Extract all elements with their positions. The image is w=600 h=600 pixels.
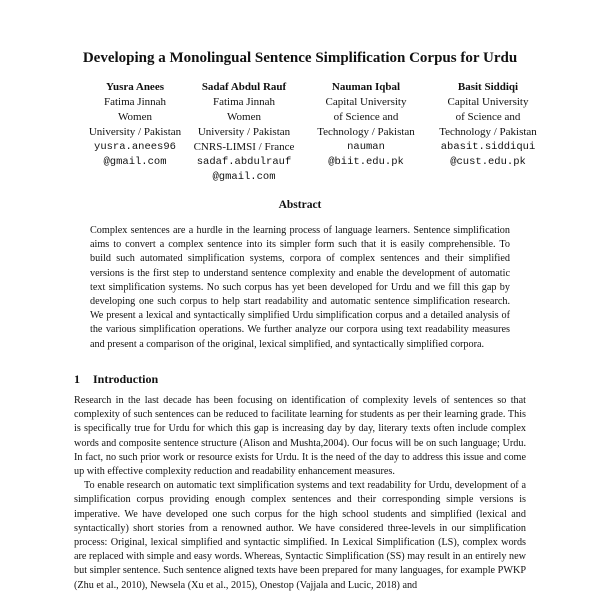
author-affiliation: Women [227,111,261,123]
author-affiliation: of Science and [333,111,399,123]
author-email: sadaf.abdulrauf [196,156,292,168]
abstract-heading: Abstract [278,199,322,211]
author-email: yusra.anees96 [94,141,176,153]
author-affiliation: Capital University [325,96,407,108]
author-email: abasit.siddiqui [440,141,536,153]
author-affiliation: Capital University [447,96,529,108]
author-affiliation: University / Pakistan [197,126,291,138]
author-3 [296,80,436,170]
section-heading [74,372,158,387]
paragraph: To enable research on automatic text simplification systems and text readability for Urdu, development of a simplification corpus providing enough complex sentences and their corresponding simple versions is imperative. We have developed one such corpus for the high school students and simplified (lexical and syntactically) short stories from a renowned author. We have considered three-levels in our simplification process: Original, lexical simplified and syntactic simplified. In Lexical Simplification (LS), complex words are replaced with simple and easy words. Whereas, Syntactic Simplification (SS) may result in an entirely new but simpler sentence. Such sentence aligned texts have been prepared for many languages, for example PWKP (Zhu et al., 2010), Newsela (Xu et al., 2015), Onestop (Vajjala and Lucic, 2018) and [74,480,526,591]
author-affiliation: Fatima Jinnah [103,96,167,108]
author-affiliation: University / Pakistan [88,126,182,138]
author-name: Sadaf Abdul Rauf [201,81,287,93]
author-4 [418,80,558,170]
author-email: @gmail.com [212,171,276,183]
abstract-text: Complex sentences are a hurdle in the learning process of language learners. Sentence simplification aims to convert a complex sentence into its simpler form such that it is easily comprehensible. To build such automated simplification systems, corpora of complex sentences and their simplified versions is the first step to understand sentence complexity and enable the development of automatic text simplification systems. No such corpus has yet been developed for Urdu and we fill this gap by developing one such corpus to help start readability and automatic sentence simplification research. We present a lexical and syntactically simplified Urdu simplification corpus and a detailed analysis of the various simplification operations. We further analyze our corpora using text readability measures and present a comparison of the original, lexical simplified, and syntactically simplified corpora. [90,225,510,350]
author-affiliation: Fatima Jinnah [212,96,276,108]
author-email: @cust.edu.pk [450,156,526,168]
paragraph: Research in the last decade has been focusing on identification of complexity levels of sentences so that complexity of such sentences can be reduced to facilitate learning for students as per their learning grade. This is specifically true for Urdu for which this gap is increasing day by day, literary texts often include complex words and composite sentence structure (Alison and Mushta,2004). Our focus will be on such language; Urdu. In fact, no such prior work or resource exists for Urdu. It is the need of the day to address this issue and come up with effective complexity reduction and readability enhancement measures. [74,395,526,478]
author-affiliation: Technology / Pakistan [439,126,537,138]
author-name: Basit Siddiqi [457,81,519,93]
author-name: Nauman Iqbal [331,81,401,93]
author-email: @gmail.com [103,156,167,168]
author-affiliation: CNRS-LIMSI / France [193,141,295,153]
author-name: Yusra Anees [106,81,164,93]
author-2 [174,80,314,185]
author-affiliation: Women [118,111,152,123]
body-text [74,394,526,593]
paper-title: Developing a Monolingual Sentence Simplification Corpus for Urdu [82,50,518,66]
section-title: Introduction [93,372,159,386]
section-number: 1 [74,372,80,386]
author-affiliation: Technology / Pakistan [317,126,415,138]
author-email: nauman [347,141,385,153]
author-email: @biit.edu.pk [328,156,404,168]
author-affiliation: of Science and [455,111,521,123]
